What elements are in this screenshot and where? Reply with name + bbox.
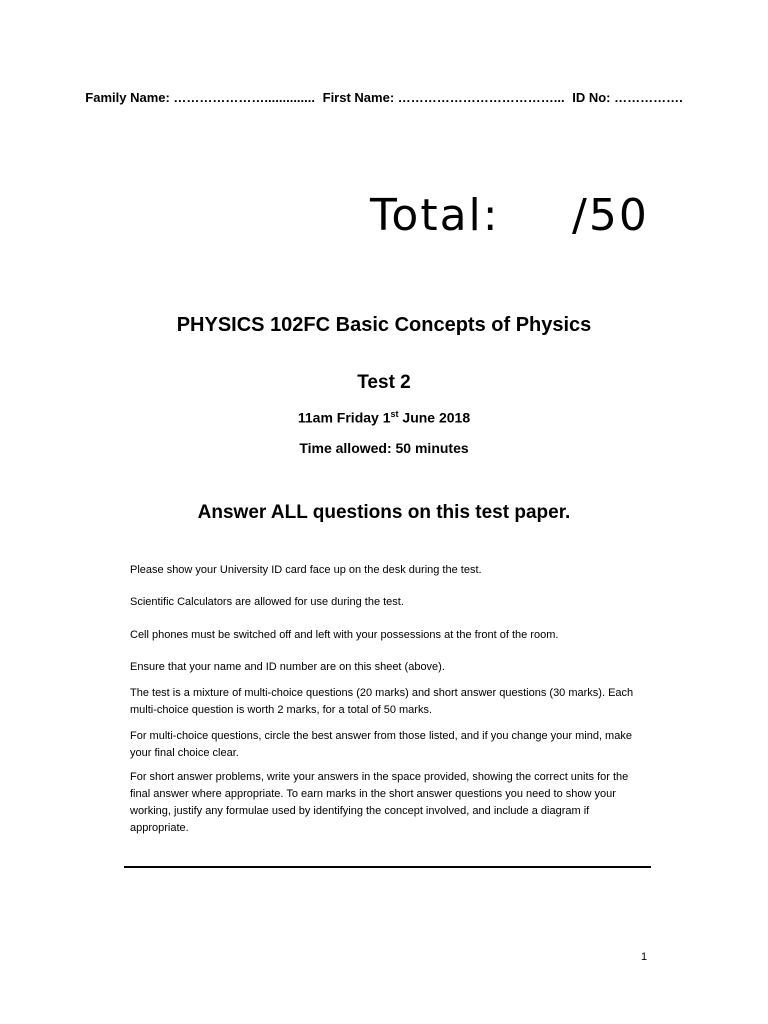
instruction-item: The test is a mixture of multi-choice questions (20 marks) and short answer questions (30 marks). Each multi-choice question is worth 2 marks, for a total of 50 marks. (130, 687, 634, 716)
instruction-item: Ensure that your name and ID number are on this sheet (above). (130, 661, 445, 673)
student-details-line (0, 90, 768, 105)
course-title: PHYSICS 102FC Basic Concepts of Physics (176, 314, 592, 336)
test-date-suffix: June 2018 (398, 409, 471, 426)
test-name: Test 2 (357, 372, 411, 393)
time-allowed: Time allowed: 50 minutes (299, 440, 469, 456)
horizontal-divider (124, 866, 651, 868)
test-date (0, 409, 768, 426)
instruction-item: For short answer problems, write your answers in the space provided, showing the correct units for the final answer where appropriate. To earn marks in the short answer questions you need to show your working, justify any formulae used by identifying the concept involved, and include a diagram if appropriate. (130, 771, 629, 834)
page-number: 1 (641, 951, 648, 963)
test-date-prefix: 11am Friday 1 (297, 409, 391, 426)
first-name-field[interactable]: First Name: ………………………………... (322, 90, 565, 105)
instruction-item: For multi-choice questions, circle the best answer from those listed, and if you change your mind, make your final choice clear. (130, 730, 632, 759)
total-label: Total: (370, 190, 500, 241)
test-date-ordinal: st (390, 409, 399, 419)
instruction-item: Please show your University ID card face up on the desk during the test. (130, 564, 482, 576)
instruction-item: Scientific Calculators are allowed for use during the test. (130, 596, 404, 608)
family-name-field[interactable]: Family Name: ………………….............. (85, 90, 315, 105)
instruction-item: Cell phones must be switched off and left with your possessions at the front of the room. (130, 629, 559, 641)
answer-all-heading: Answer ALL questions on this test paper. (197, 502, 571, 523)
id-number-field[interactable]: ID No: ……………. (572, 90, 683, 105)
total-max-marks: /50 (572, 190, 649, 241)
